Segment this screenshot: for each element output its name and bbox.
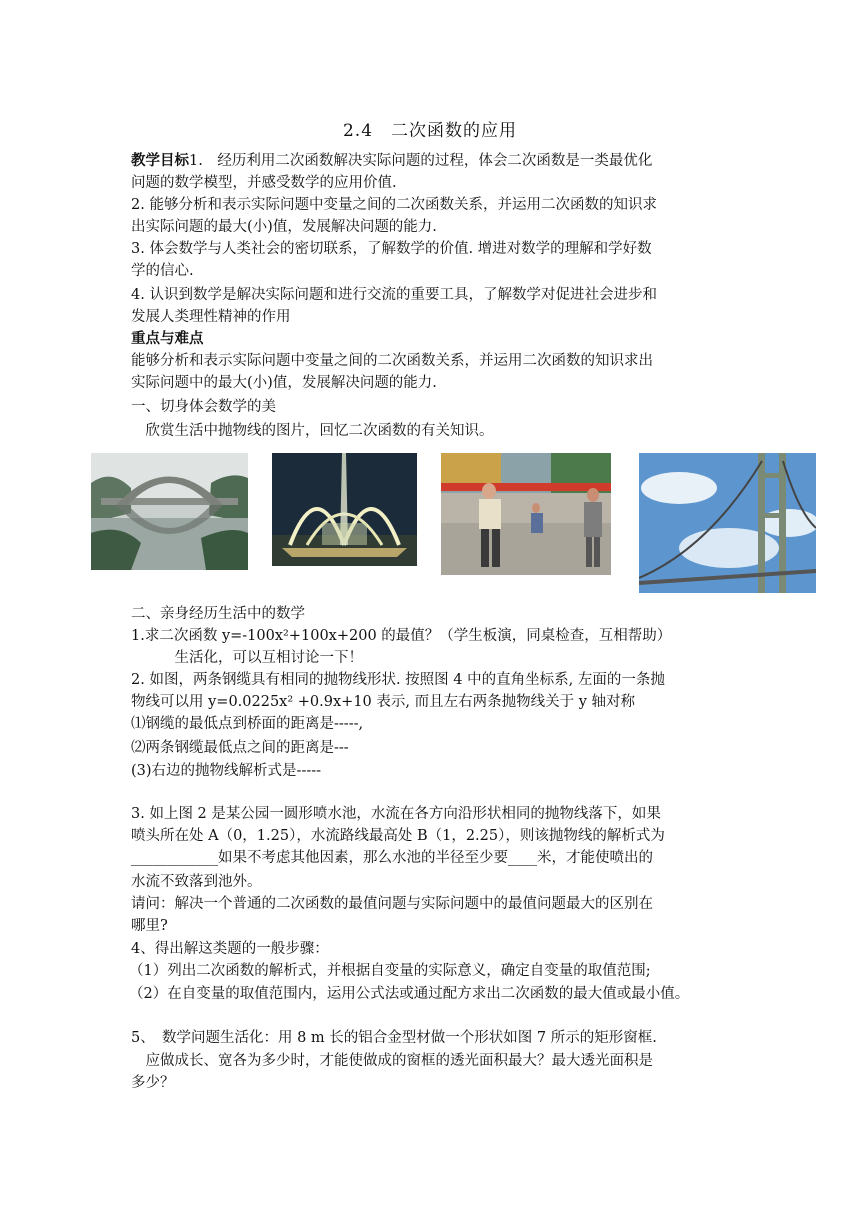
objectives-line-1-text: 1. 经历利用二次函数解决实际问题的过程，体会二次函数是一类最优化 bbox=[189, 153, 653, 169]
objectives-line: 学的信心. bbox=[131, 263, 194, 279]
fountain-photo bbox=[272, 453, 417, 566]
page-title: 2.4 二次函数的应用 bbox=[342, 121, 518, 141]
arch-bridge-photo bbox=[91, 453, 248, 570]
section2-line: （2）在自变量的取值范围内，运用公式法或通过配方求出二次函数的最大值或最小值。 bbox=[129, 986, 690, 1002]
section2-line: 哪里? bbox=[131, 918, 168, 934]
objectives-line: 问题的数学模型，并感受数学的应用价值. bbox=[131, 175, 397, 191]
section1-text: 欣赏生活中抛物线的图片，回忆二次函数的有关知识。 bbox=[131, 423, 494, 439]
section2-line: 4、得出解这类题的一般步骤： bbox=[131, 941, 329, 957]
section2-line: （1）列出二次函数的解析式，并根据自变量的实际意义，确定自变量的取值范围; bbox=[129, 963, 651, 979]
section2-line: ⑴钢缆的最低点到桥面的距离是-----, bbox=[131, 716, 364, 732]
objectives-line: 出实际问题的最大(小)值，发展解决问题的能力. bbox=[131, 219, 437, 235]
objectives-line-1 bbox=[131, 150, 652, 172]
basketball-players-photo bbox=[441, 453, 611, 575]
section2-line: 物线可以用 y=0.0225x² +0.9x+10 表示, 而且左右两条抛物线关于 y 轴对称 bbox=[131, 694, 636, 710]
section2-line: ____________如果不考虑其他因素，那么水池的半径至少要____米，才能使喷出的 bbox=[131, 850, 653, 866]
section1-heading: 一、切身体会数学的美 bbox=[131, 399, 276, 415]
section2-line: 3. 如上图 2 是某公园一圆形喷水池，水流在各方向沿形状相同的抛物线落下，如果 bbox=[131, 806, 661, 822]
section2-line: 喷头所在处 A（0，1.25），水流路线最高处 B（1，2.25），则该抛物线的解析式为 bbox=[131, 828, 665, 844]
objectives-line: 3. 体会数学与人类社会的密切联系，了解数学的价值. 增进对数学的理解和学好数 bbox=[131, 241, 652, 257]
section2-line: 生活化，可以互相讨论一下！ bbox=[131, 650, 363, 666]
section2-heading: 二、亲身经历生活中的数学 bbox=[131, 606, 305, 622]
section2-line: 5、 数学问题生活化：用 8 m 长的铝合金型材做一个形状如图 7 所示的矩形窗框. bbox=[131, 1030, 657, 1046]
objectives-line: 2. 能够分析和表示实际问题中变量之间的二次函数关系，并运用二次函数的知识求 bbox=[131, 197, 657, 213]
suspension-bridge-photo bbox=[639, 453, 816, 593]
section2-line: 应做成长、宽各为多少时，才能使做成的窗框的透光面积最大？最大透光面积是 bbox=[131, 1053, 653, 1069]
section2-line: 多少？ bbox=[131, 1075, 175, 1091]
section2-line: 2. 如图，两条钢缆具有相同的抛物线形状. 按照图 4 中的直角坐标系, 左面的一条抛 bbox=[131, 672, 665, 688]
section2-line: 请问：解决一个普通的二次函数的最值问题与实际问题中的最值问题最大的区别在 bbox=[131, 896, 653, 912]
section2-line: ⑵两条钢缆最低点之间的距离是--- bbox=[131, 740, 349, 756]
objectives-line: 发展人类理性精神的作用 bbox=[131, 309, 291, 325]
section2-line: 1.求二次函数 y=-100x²+100x+200 的最值？（学生板演，同桌检查，互相帮助） bbox=[131, 628, 672, 644]
objectives-heading: 教学目标 bbox=[131, 152, 189, 169]
key-points-heading: 重点与难点 bbox=[131, 330, 204, 347]
key-points-line: 实际问题中的最大(小)值，发展解决问题的能力. bbox=[131, 375, 437, 391]
objectives-line: 4. 认识到数学是解决实际问题和进行交流的重要工具，了解数学对促进社会进步和 bbox=[131, 287, 657, 303]
key-points-line: 能够分析和表示实际问题中变量之间的二次函数关系，并运用二次函数的知识求出 bbox=[131, 353, 653, 369]
section2-line: 水流不致落到池外。 bbox=[131, 874, 262, 890]
section2-line: (3)右边的抛物线解析式是----- bbox=[131, 763, 322, 779]
